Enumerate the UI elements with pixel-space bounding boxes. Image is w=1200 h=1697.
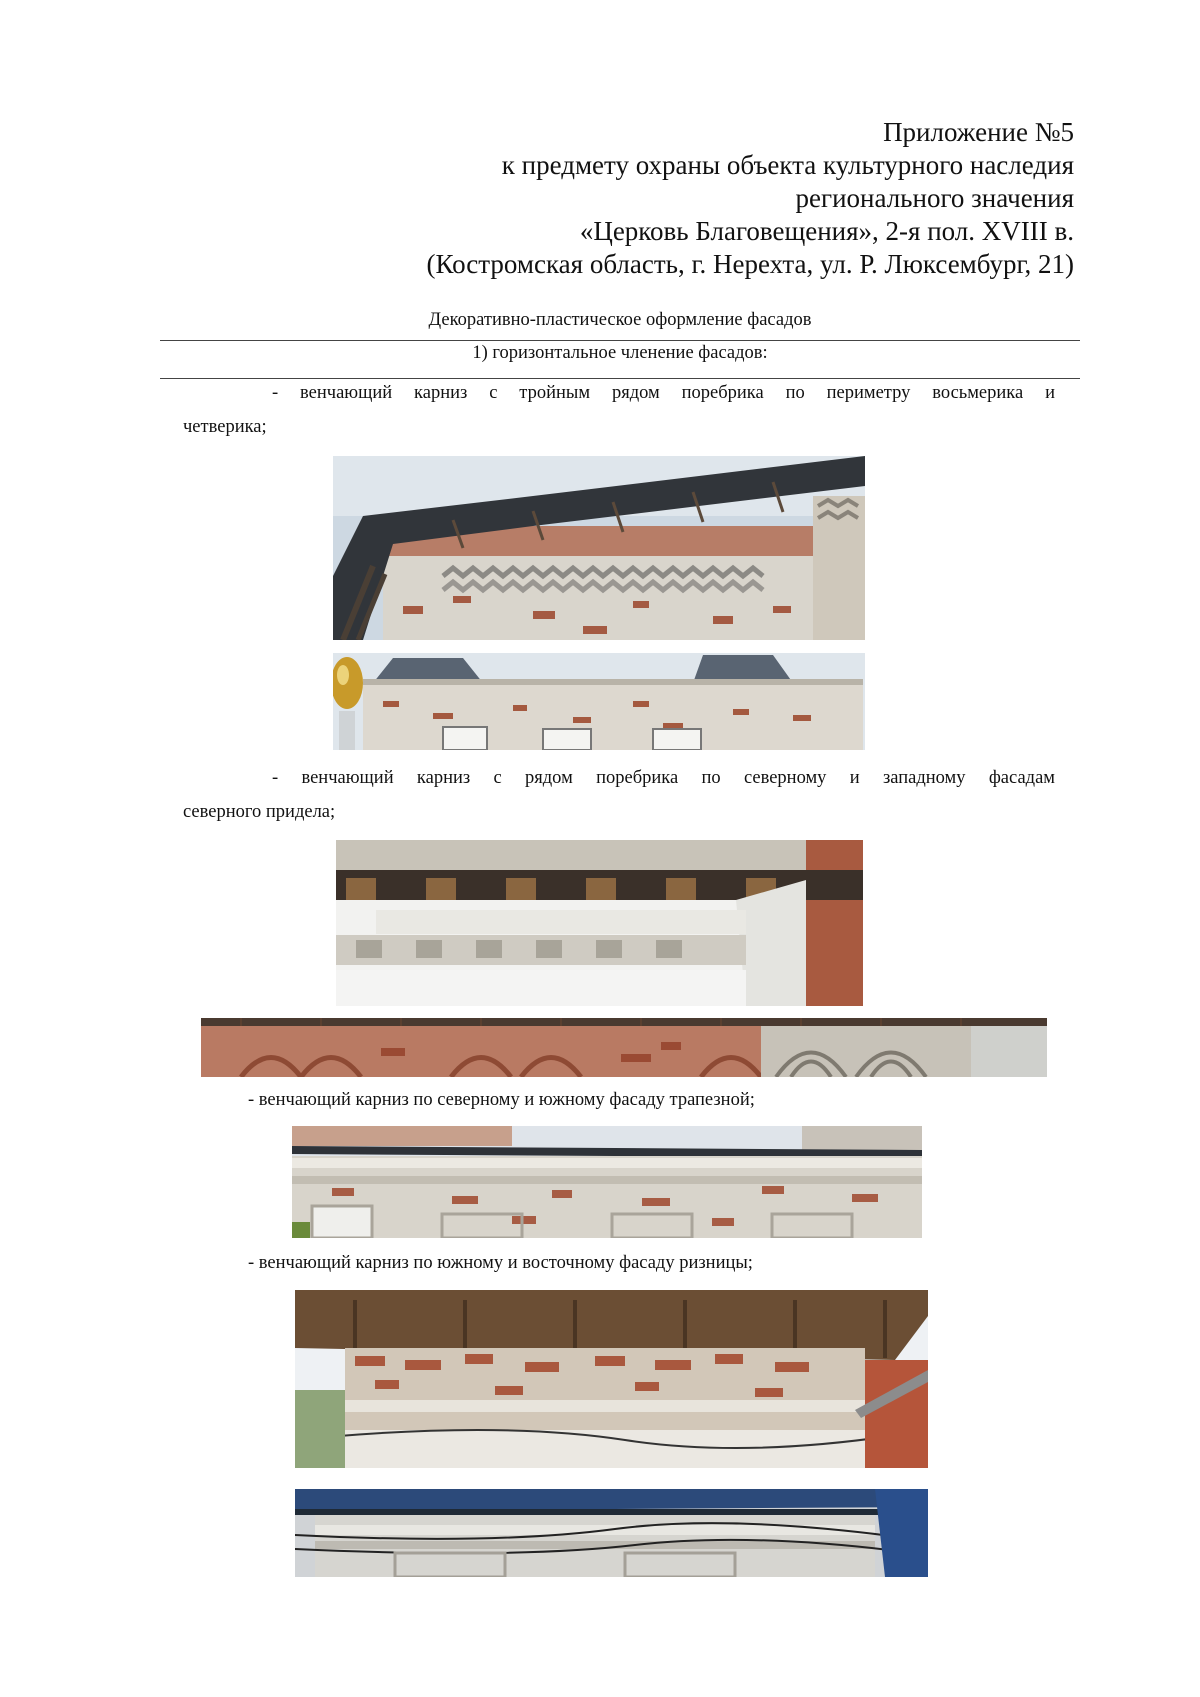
photo-refectory-cornice (292, 1126, 922, 1238)
item-text-line: - венчающий карниз с тройным рядом поребрика по периметру восьмерика и (272, 383, 1055, 403)
photo-quadrangle-cornice (333, 653, 865, 750)
appendix-address: (Костромская область, г. Нерехта, ул. Р. Люксембург, 21) (426, 249, 1074, 279)
photo-north-chapel-cornice-closeup (336, 840, 863, 1006)
item-sacristy-cornice: - венчающий карниз по южному и восточному фасаду ризницы; (248, 1253, 753, 1273)
section-title: Декоративно-пластическое оформление фасадов (428, 310, 812, 330)
item-text-line: - венчающий карниз с рядом поребрика по северному и западному фасадам (272, 768, 1055, 788)
subsection-title: 1) горизонтальное членение фасадов: (472, 343, 768, 363)
photo-north-chapel-west-facade (201, 1018, 1047, 1077)
appendix-object-name: «Церковь Благовещения», 2-я пол. XVIII в. (579, 216, 1074, 246)
item-text-line: северного придела; (183, 802, 336, 822)
appendix-significance: регионального значения (795, 183, 1074, 213)
item-refectory-cornice: - венчающий карниз по северному и южному фасаду трапезной; (248, 1090, 755, 1110)
item-north-chapel-cornice (183, 761, 1055, 829)
appendix-header (426, 116, 1074, 281)
appendix-subject: к предмету охраны объекта культурного наследия (501, 150, 1074, 180)
item-text-line: четверика; (183, 417, 267, 437)
appendix-number: Приложение №5 (883, 117, 1074, 147)
photo-octagon-cornice-closeup (333, 456, 865, 640)
item-octagon-cornice (183, 376, 1055, 444)
photo-sacristy-east-cornice (295, 1489, 928, 1577)
photo-sacristy-south-cornice (295, 1290, 928, 1468)
